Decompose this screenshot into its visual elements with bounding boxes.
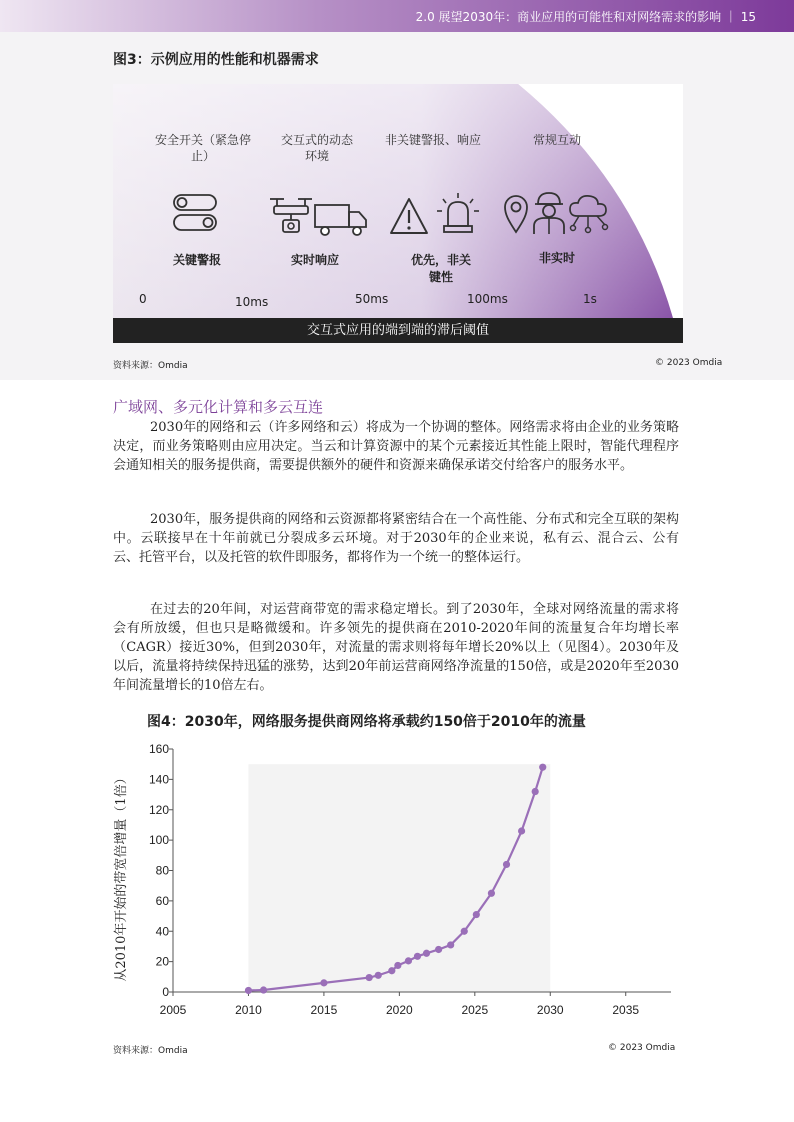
data-point <box>375 972 382 979</box>
y-tick-label: 160 <box>148 742 169 756</box>
tier-non-realtime: 非实时 <box>538 251 575 265</box>
figure3-title: 图3：示例应用的性能和机器需求 <box>113 52 319 68</box>
tier-priority-noncritical: 优先，非关键性 <box>411 253 472 284</box>
tier-realtime-response: 实时响应 <box>290 253 339 267</box>
category-regular-interaction: 常规互动 <box>532 133 581 147</box>
paragraph-1: 2030年的网络和云（许多网络和云）将成为一个协调的整体。网络需求将由企业的业务策略决定，而业务策略则由应用决定。当云和计算资源中的某个元素接近其性能上限时，智能代理程序会通知相关的服务提供商，需要提供额外的硬件和资源来确保承诺交付给客户的服务水平。 <box>113 420 679 473</box>
latency-tick-0: 0 <box>139 292 147 306</box>
y-tick-label: 20 <box>155 954 169 969</box>
warning-triangle-icon <box>388 196 430 236</box>
paragraph-2: 2030年，服务提供商的网络和云资源都将紧密结合在一个高性能、分布式和完全互联的架构中。云联接早在十年前就已分裂成多云环境。对于2030年的企业来说，私有云、混合云、公有云、托管平台，以及托管的软件即服务，都将作为一个统一的整体运行。 <box>113 512 679 565</box>
category-noncritical-alert: 非关键警报、响应 <box>385 133 482 147</box>
data-point <box>473 911 480 918</box>
figure4-source: 资料来源：Omdia <box>113 1046 188 1056</box>
data-point <box>245 987 252 994</box>
y-tick-label: 120 <box>148 802 169 817</box>
latency-tick-50ms: 50ms <box>355 292 389 306</box>
data-point <box>405 957 412 964</box>
x-tick-label: 2005 <box>159 1003 187 1017</box>
x-tick-label: 2010 <box>235 1003 262 1017</box>
data-point <box>488 890 495 897</box>
figure4-copyright: © 2023 Omdia <box>608 1043 676 1053</box>
figure3-panel <box>113 84 683 318</box>
paragraph-3: 在过去的20年间，对运营商带宽的需求稳定增长。到了2030年，全球对网络流量的需求将会有所放缓，但也只是略微缓和。许多领先的提供商在2010-2020年间的流量复合年均增长率（CAGR）接近30%，但到2030年，对流量的需求则将每年增长20%以上（见图4）。2030年及以后，流量将持续保持迅猛的涨势，达到20年前运营商网络净流量的150倍，或是2020年至2030年间流量增长的10倍左右。 <box>113 602 679 693</box>
x-tick-label: 2025 <box>461 1003 489 1017</box>
data-point <box>447 941 454 948</box>
category-safety-switch: 安全开关（紧急停止） <box>154 133 251 163</box>
shaded-forecast-area <box>248 764 550 992</box>
latency-tick-100ms: 100ms <box>467 292 508 306</box>
x-tick-label: 2030 <box>536 1003 564 1017</box>
data-point <box>503 861 510 868</box>
latency-tick-10ms: 10ms <box>235 295 269 309</box>
data-point <box>539 764 546 771</box>
location-pin-icon <box>503 194 529 234</box>
data-point <box>260 986 267 993</box>
latency-tick-1s: 1s <box>583 292 597 306</box>
data-point <box>435 946 442 953</box>
y-axis-label: 从2010年开始的带宽倍增量（1倍） <box>114 771 129 982</box>
drone-icon <box>268 194 314 238</box>
figure4-title: 图4：2030年，网络服务提供商网络将承载约150倍于2010年的流量 <box>147 714 586 730</box>
data-point <box>461 928 468 935</box>
y-tick-label: 80 <box>155 863 169 878</box>
data-point <box>394 962 401 969</box>
data-point <box>366 974 373 981</box>
x-tick-label: 2035 <box>612 1003 640 1017</box>
data-point <box>532 788 539 795</box>
data-point <box>320 979 327 986</box>
y-tick-label: 100 <box>148 833 169 848</box>
siren-icon <box>435 192 481 236</box>
data-point <box>518 827 525 834</box>
header-bar <box>0 0 794 32</box>
data-point <box>388 967 395 974</box>
cloud-network-icon <box>565 192 613 236</box>
figure3-source: 资料来源：Omdia <box>113 361 188 371</box>
data-point <box>414 953 421 960</box>
x-tick-label: 2020 <box>386 1003 413 1017</box>
category-interactive-dynamic: 交互式的动态环境 <box>281 133 354 163</box>
truck-icon <box>313 202 369 238</box>
section-title: 广域网、多元化计算和多云互连 <box>113 398 324 416</box>
y-tick-label: 60 <box>155 893 169 908</box>
figure3-copyright: © 2023 Omdia <box>655 358 723 368</box>
data-point <box>423 950 430 957</box>
y-tick-label: 140 <box>148 772 169 787</box>
latency-threshold-bar: 交互式应用的端到端的滞后阈值 <box>113 318 683 343</box>
toggle-switch-icon <box>171 192 221 234</box>
header-title: 2.0 展望2030年：商业应用的可能性和对网络需求的影响 ｜ 15 <box>415 10 756 24</box>
y-tick-label: 40 <box>155 924 169 939</box>
figure4-chart <box>105 740 685 1030</box>
tier-critical-alert: 关键警报 <box>172 253 221 267</box>
x-tick-label: 2015 <box>310 1003 338 1017</box>
y-tick-label: 0 <box>162 985 169 999</box>
worker-icon <box>531 190 567 236</box>
